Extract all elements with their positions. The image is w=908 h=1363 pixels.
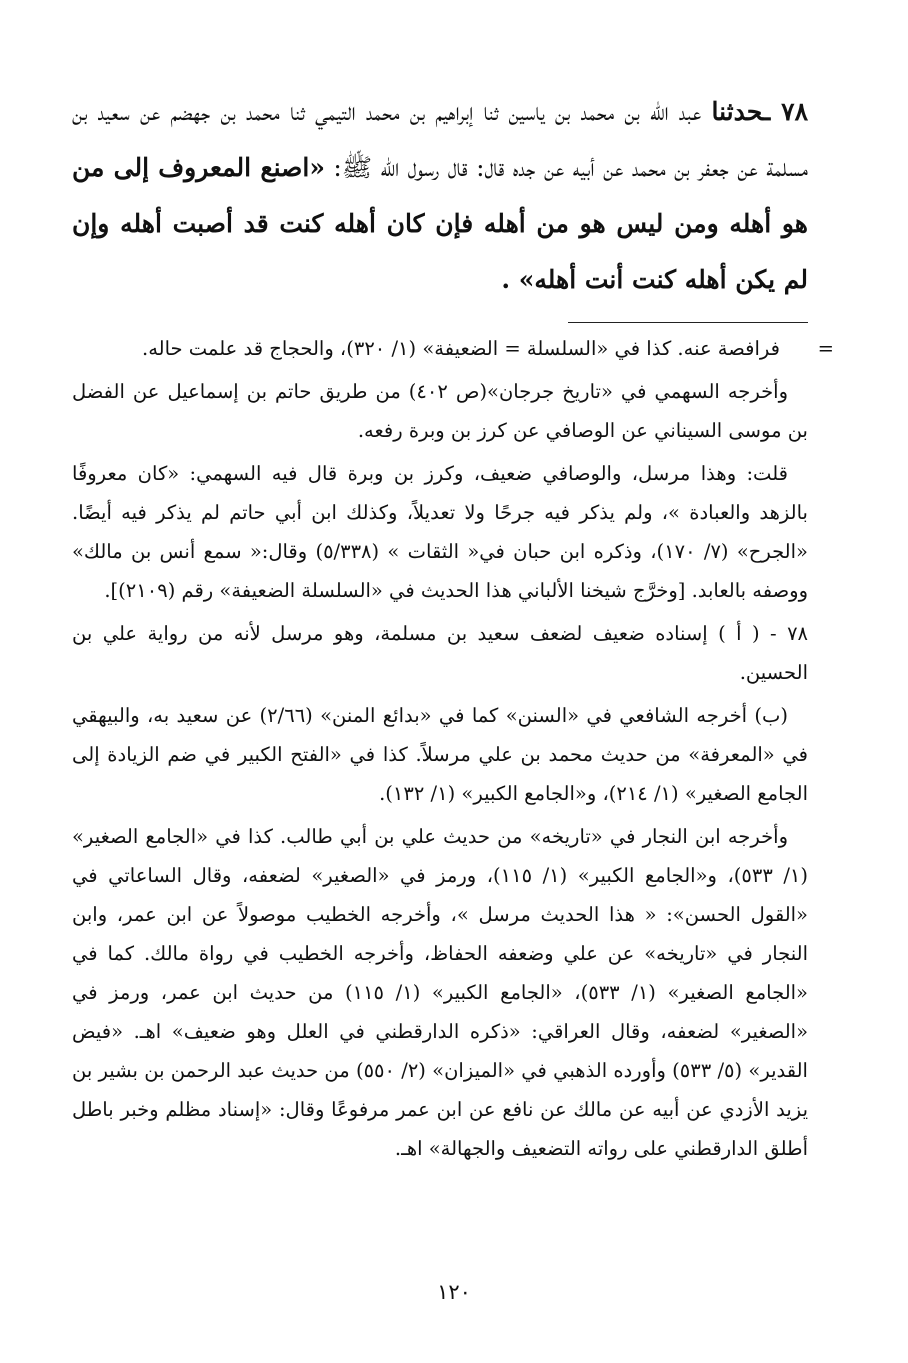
footnote-paragraph: وأخرجه السهمي في «تاريخ جرجان»(ص ٤٠٢) من طريق حاتم بن إسماعيل عن الفضل بن موسى السيناني عن الوصافي عن كرز بن وبرة رفعه. (72, 380, 808, 442)
footnote-number: ٧٨ - (770, 622, 809, 645)
footnote-text: فرافصة عنه. كذا في «السلسلة = الضعيفة» (١/ ٣٢٠)، والحجاج قد علمت حاله. (142, 337, 780, 360)
footnote-entry (72, 614, 808, 692)
page-number: ١٢٠ (437, 1280, 471, 1304)
footnote-text: ( أ ) إسناده ضعيف لضعف سعيد بن مسلمة، وهو مرسل لأنه من رواية علي بن الحسين. (72, 622, 808, 684)
hadith-chain: عبد الله بن محمد بن ياسين ثنا إبراهيم بن محمد التيمي ثنا محمد بن جهضم عن سعيد بن مسلمة عن جعفر بن محمد عن أبيه عن جده قال: قال رسول الله ﷺ: (72, 97, 808, 182)
hadith-number: ٧٨ ـ (762, 97, 809, 126)
continuation-mark: = (817, 337, 834, 360)
page-body (72, 84, 834, 1168)
footnote-paragraph: (ب) أخرجه الشافعي في «السنن» كما في «بدائع المنن» (٢/٦٦) عن سعيد به، والبيهقي في «المعرفة» من حديث محمد بن علي مرسلاً. كذا في «الفتح الكبير في ضم الزيادة إلى الجامع الصغير» (١/ ٢١٤)، و«الجامع الكبير» (١/ ١٣٢). (72, 704, 808, 805)
footnote-separator (568, 322, 808, 323)
footnote-continuation (72, 329, 834, 368)
hadith-quote: «اصنع المعروف إلى من هو أهله ومن ليس هو من أهله فإن كان أهله كنت قد أصبت أهله وإن لم يكن أهله كنت أنت أهله» . (72, 153, 808, 294)
hadith-paragraph (72, 84, 808, 308)
footnote-paragraph: قلت: وهذا مرسل، والوصافي ضعيف، وكرز بن وبرة قال فيه السهمي: «كان معروفًا بالزهد والعبادة »، ولم يذكر فيه جرحًا ولا تعديلاً، وكذلك ابن أبي حاتم لم يذكر فيه أيضًا. «الجرح» (٧/ ١٧٠)، وذكره ابن حبان في« الثقات » (٥/٣٣٨) وقال:« سمع أنس بن مالك» ووصفه بالعابد. [وخرَّج شيخنا الألباني هذا الحديث في «السلسلة الضعيفة» رقم (٢١٠٩)]. (72, 462, 808, 602)
footnote-paragraph: وأخرجه ابن النجار في «تاريخه» من حديث علي بن أبي طالب. كذا في «الجامع الصغير» (١/ ٥٣٣)، و«الجامع الكبير» (١/ ١١٥)، ورمز في «الصغير» لضعفه، وقال الساعاتي في «القول الحسن»: « هذا الحديث مرسل »، وأخرجه الخطيب موصولاً عن ابن عمر، وابن النجار في «تاريخه» عن علي وضعفه الحفاظ، وأخرجه الخطيب في رواة مالك. كما في «الجامع الصغير» (١/ ٥٣٣)، «الجامع الكبير» (١/ ١١٥) من حديث ابن عمر، ورمز في «الصغير» لضعفه، وقال العراقي: «ذكره الدارقطني في العلل وهو ضعيف» اهـ. «فيض القدير» (٥/ ٥٣٣) وأورده الذهبي في «الميزان» (٢/ ٥٥٠) من حديث عبد الرحمن بن بشير بن يزيد الأزدي عن أبيه عن مالك عن نافع عن ابن عمر مرفوعًا وقال: «إسناد مظلم وخبر باطل أطلق الدارقطني على رواته التضعيف والجهالة» اهـ. (72, 825, 808, 1160)
hadith-opening: حدثنا (711, 97, 763, 126)
